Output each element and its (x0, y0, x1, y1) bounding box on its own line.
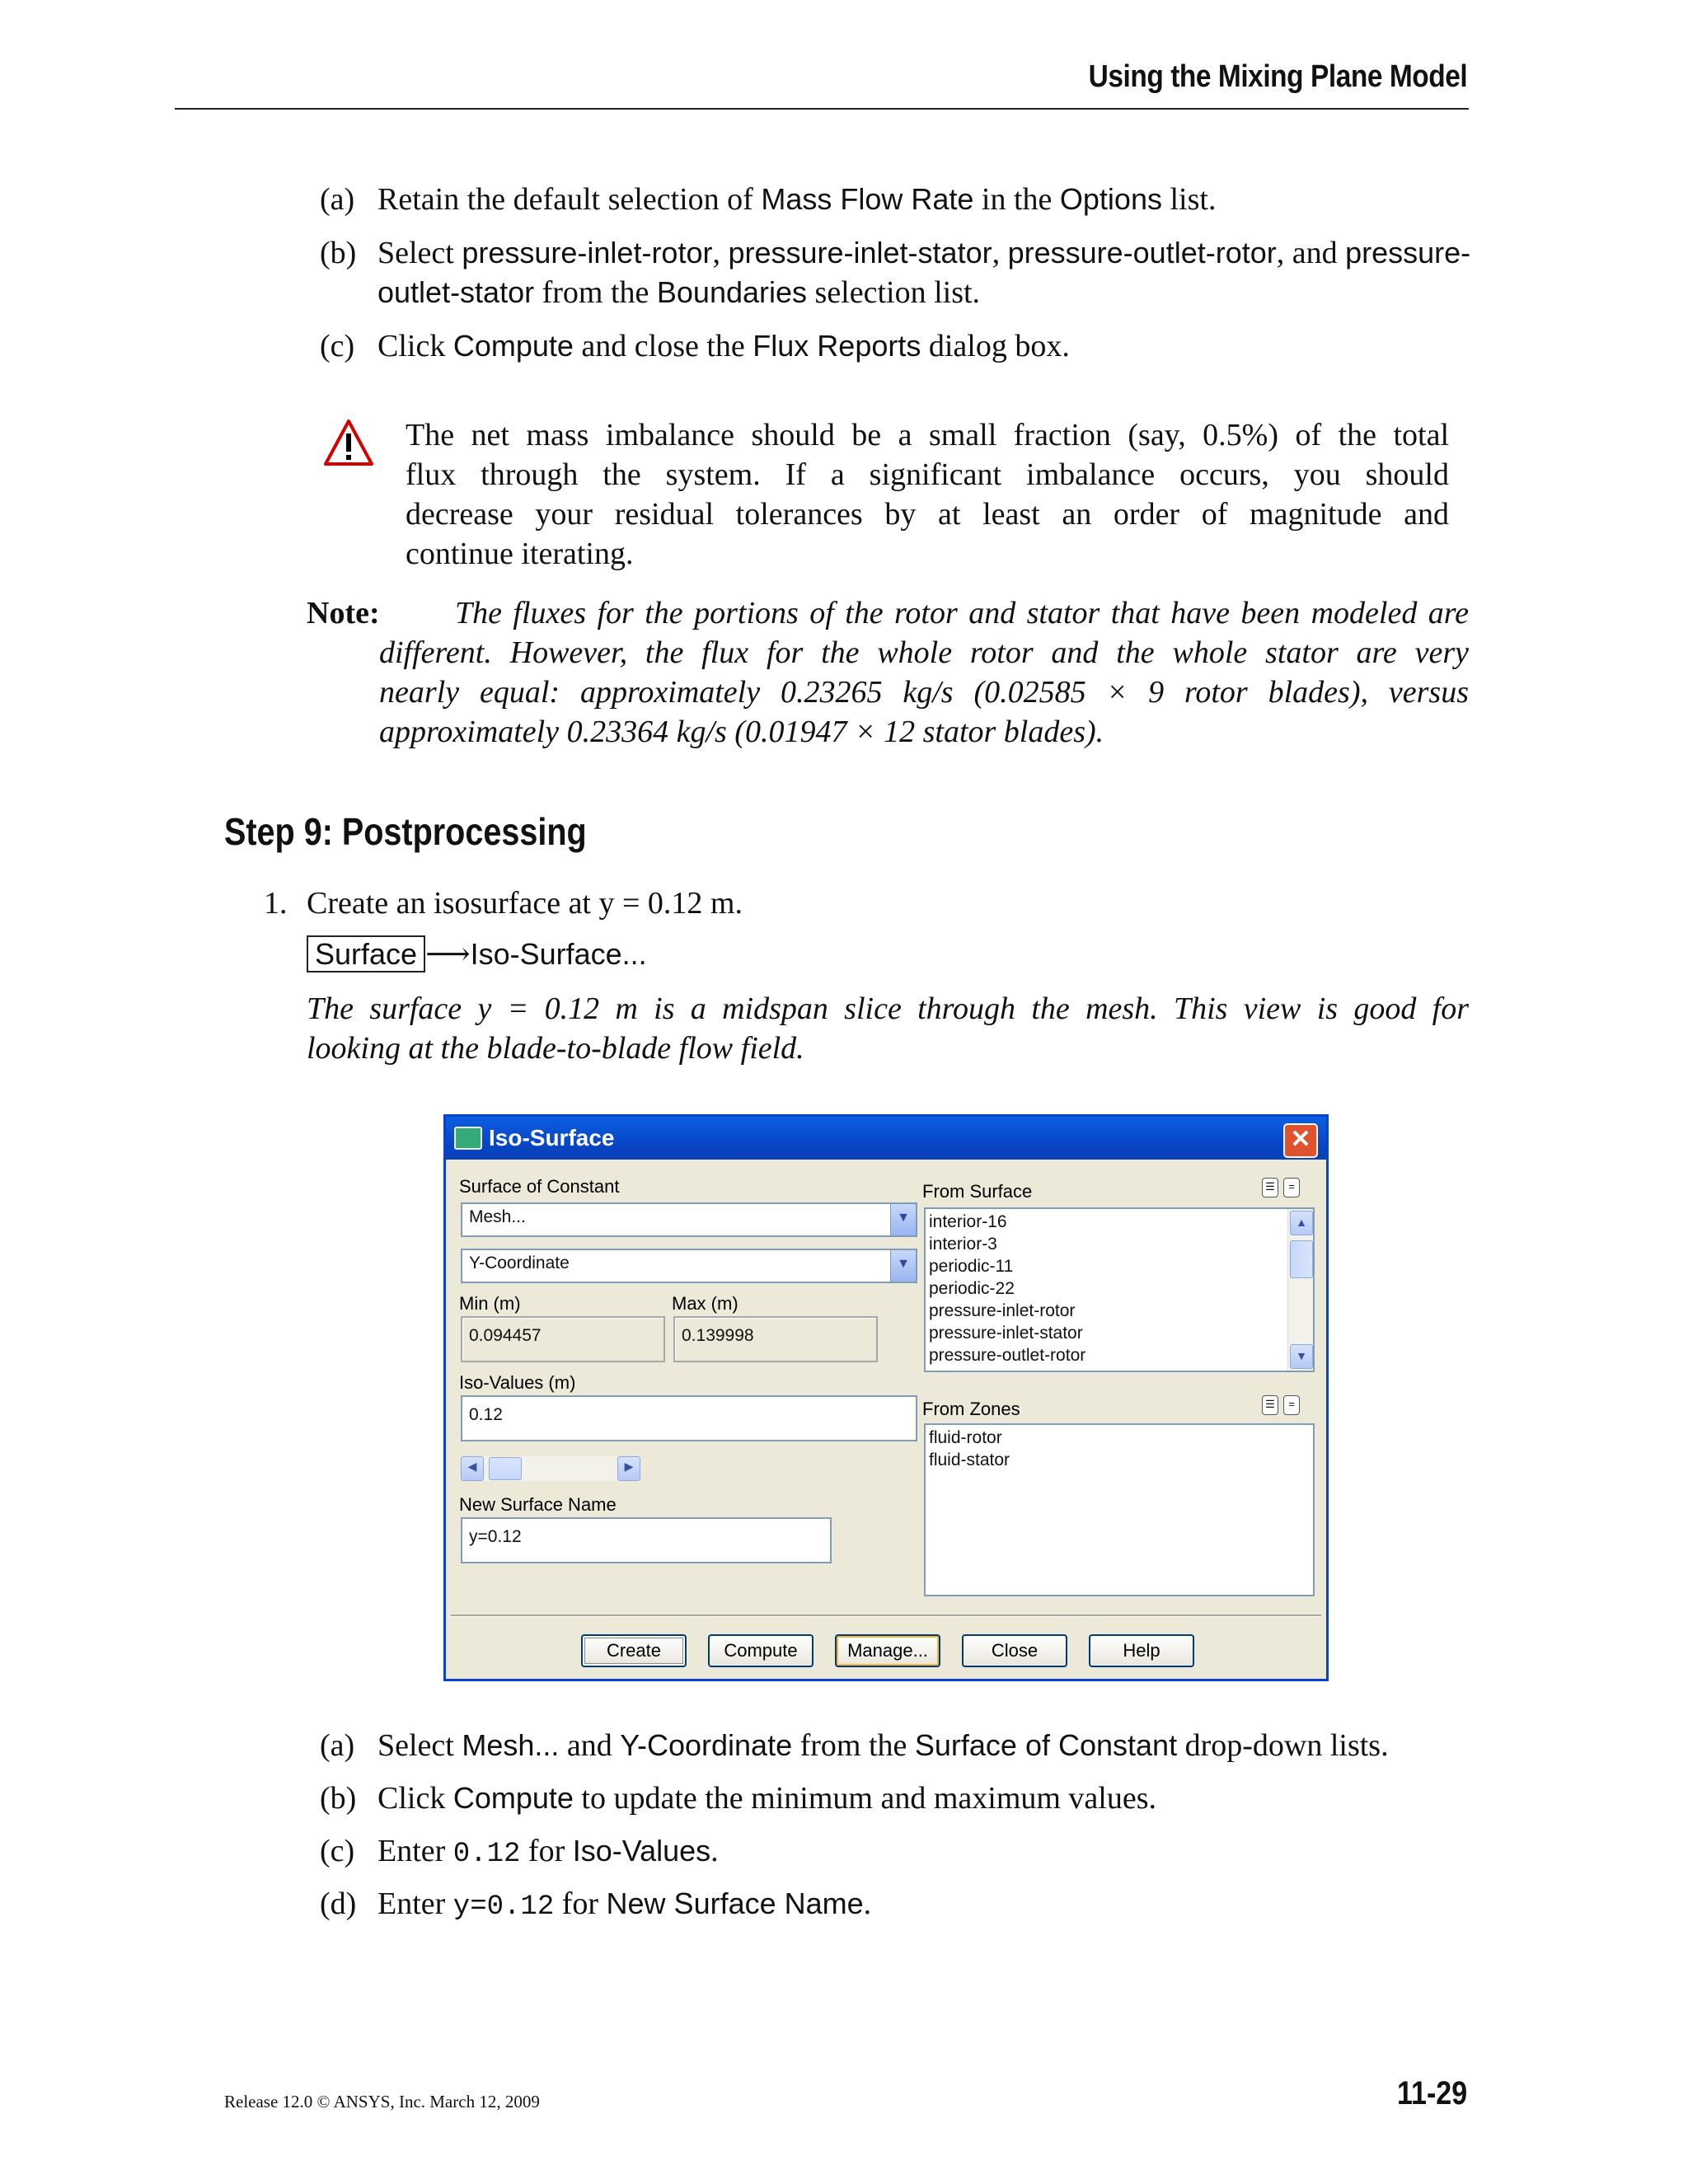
ui-term: Y-Coordinate (620, 1728, 793, 1762)
text: Click (377, 1781, 453, 1816)
list-item[interactable]: periodic-22 (929, 1279, 1015, 1298)
list-item (320, 1884, 871, 1927)
header-rule (175, 108, 1469, 110)
create-button[interactable]: Create (581, 1634, 687, 1667)
warning-triangle-icon (323, 419, 374, 466)
text: for (520, 1834, 573, 1868)
item-label: (d) (320, 1886, 357, 1921)
list-item-continuation (377, 273, 980, 312)
deselect-all-icon[interactable]: = (1283, 1178, 1300, 1197)
list-item (320, 1779, 1156, 1818)
list-item (320, 1726, 1389, 1765)
surface-of-constant-label: Surface of Constant (459, 1176, 620, 1197)
manage-button[interactable]: Manage... (835, 1634, 940, 1667)
new-surface-name-label: New Surface Name (459, 1494, 617, 1515)
deselect-all-icon[interactable]: = (1283, 1395, 1300, 1415)
ui-term: pressure-inlet-stator (728, 236, 992, 269)
menu-item: Iso-Surface... (470, 937, 647, 971)
min-label: Min (m) (459, 1293, 521, 1314)
chevron-down-icon[interactable]: ▼ (1290, 1344, 1313, 1369)
item-label: (c) (320, 1834, 355, 1868)
list-item[interactable]: pressure-inlet-rotor (929, 1301, 1076, 1320)
text: , and (1276, 236, 1346, 270)
note-line: nearly equal: approximately 0.23265 kg/s (0.02585 × 9 rotor blades), versus (379, 675, 1469, 710)
coordinate-dropdown[interactable] (461, 1249, 917, 1283)
close-icon[interactable]: ✕ (1283, 1123, 1318, 1158)
chevron-down-icon[interactable]: ▼ (890, 1250, 916, 1282)
note-text-cont (379, 633, 1469, 752)
ui-term: New Surface Name (606, 1886, 864, 1920)
text: drop-down lists. (1177, 1728, 1389, 1763)
note-label: Note: (307, 596, 380, 630)
item-label: (a) (320, 1728, 355, 1763)
max-label: Max (m) (672, 1293, 738, 1314)
select-all-icon[interactable]: ☰ (1262, 1178, 1278, 1197)
list-item[interactable]: pressure-inlet-stator (929, 1324, 1083, 1343)
iso-surface-dialog (443, 1114, 1329, 1681)
desc-line: The surface y = 0.12 m is a midspan slice through the mesh. This view is good for (307, 991, 1469, 1026)
ui-term: outlet-stator (377, 275, 535, 309)
new-surface-name-input[interactable]: y=0.12 (461, 1517, 832, 1563)
step-number: 1. (264, 886, 288, 921)
note-line: approximately 0.23364 kg/s (0.01947 × 12 stator blades). (379, 715, 1104, 749)
chevron-left-icon[interactable]: ◀ (461, 1456, 484, 1481)
list-item (320, 180, 1216, 219)
list-item (320, 326, 1070, 366)
step-item (264, 883, 743, 923)
note-text (455, 593, 1469, 633)
text: from the (792, 1728, 915, 1763)
menu-path (307, 935, 647, 974)
ui-term: Mesh... (462, 1728, 560, 1762)
item-label: (b) (320, 236, 357, 270)
chevron-right-icon[interactable]: ▶ (617, 1456, 640, 1481)
compute-button[interactable]: Compute (708, 1634, 814, 1667)
text: to update the minimum and maximum values. (573, 1781, 1157, 1816)
surface-type-dropdown[interactable] (461, 1202, 917, 1237)
step-description (307, 989, 1469, 1068)
page-number: 11-29 (1396, 2075, 1467, 2111)
item-label: (a) (320, 182, 355, 217)
step-text: Create an isosurface at y = 0.12 m. (307, 886, 743, 921)
ui-term: Mass Flow Rate (761, 182, 974, 216)
iso-values-label: Iso-Values (m) (459, 1372, 576, 1393)
text: . (863, 1886, 872, 1921)
warning-line: The net mass imbalance should be a small fraction (say, 0.5%) of the total (406, 418, 1449, 452)
ui-term: pressure- (1345, 236, 1471, 269)
ui-term: Options (1059, 182, 1162, 216)
text: from the (534, 275, 657, 310)
ui-term: pressure-inlet-rotor (462, 236, 713, 269)
vertical-scrollbar[interactable] (1287, 1209, 1313, 1371)
text: Enter (377, 1834, 453, 1868)
menu-arrow: ⟶ (425, 937, 471, 972)
warning-line: flux through the system. If a significant imbalance occurs, you should (406, 457, 1449, 492)
text: , (992, 236, 1008, 270)
dialog-titlebar (446, 1117, 1326, 1160)
ui-term: Surface of Constant (914, 1728, 1178, 1762)
list-item[interactable]: fluid-rotor (929, 1428, 1002, 1447)
ui-term: pressure-outlet-rotor (1007, 236, 1277, 269)
text: Select (377, 1728, 462, 1763)
iso-values-input[interactable]: 0.12 (461, 1395, 917, 1441)
chevron-down-icon[interactable]: ▼ (890, 1204, 916, 1235)
slider-thumb[interactable] (489, 1457, 522, 1480)
from-surface-label: From Surface (922, 1181, 1033, 1202)
dialog-separator (451, 1615, 1321, 1617)
text: list. (1161, 182, 1217, 217)
note-line: different. However, the flux for the whole rotor and the whole stator are very (379, 635, 1469, 670)
item-label: (b) (320, 1781, 357, 1816)
menu-root-box: Surface (307, 935, 425, 972)
list-item (320, 233, 1470, 273)
ui-term: Flux Reports (753, 329, 921, 363)
text: , (712, 236, 729, 270)
item-label: (c) (320, 329, 355, 363)
dialog-title: Iso-Surface (489, 1125, 615, 1151)
text: selection list. (807, 275, 981, 310)
iso-value-slider[interactable] (461, 1456, 640, 1481)
warning-text (406, 415, 1449, 574)
list-item[interactable]: interior-3 (929, 1235, 997, 1254)
max-value-field: 0.139998 (673, 1316, 878, 1362)
chevron-up-icon[interactable]: ▲ (1290, 1211, 1313, 1235)
scrollbar-thumb[interactable] (1290, 1240, 1313, 1278)
footer-release: Release 12.0 © ANSYS, Inc. March 12, 2009 (224, 2092, 540, 2111)
from-surface-list[interactable] (924, 1207, 1315, 1372)
code-term: y=0.12 (452, 1891, 555, 1923)
list-item (320, 1831, 719, 1874)
text: and (559, 1728, 621, 1763)
text: for (554, 1886, 607, 1921)
dropdown-value: Y-Coordinate (469, 1254, 570, 1272)
ui-term: Compute (452, 329, 574, 363)
ui-term: Boundaries (656, 275, 808, 309)
text: Enter (377, 1886, 453, 1921)
text: Select (377, 236, 462, 270)
list-item[interactable]: pressure-outlet-rotor (929, 1346, 1086, 1365)
dropdown-value: Mesh... (469, 1207, 526, 1226)
min-value-field: 0.094457 (461, 1316, 665, 1362)
list-item[interactable]: interior-16 (929, 1212, 1007, 1231)
ui-term: Compute (452, 1781, 574, 1815)
close-button[interactable]: Close (962, 1634, 1067, 1667)
text: and close the (573, 329, 753, 363)
list-item[interactable]: periodic-11 (929, 1257, 1014, 1276)
text: Retain the default selection of (377, 182, 762, 217)
warning-line: continue iterating. (406, 537, 634, 571)
text: in the (973, 182, 1060, 217)
warning-line: decrease your residual tolerances by at least an order of magnitude and (406, 497, 1449, 532)
select-all-icon[interactable]: ☰ (1262, 1395, 1278, 1415)
code-term: 0.12 (452, 1839, 521, 1870)
page-header-title: Using the Mixing Plane Model (1088, 59, 1467, 94)
desc-line: looking at the blade-to-blade flow field. (307, 1031, 804, 1066)
text: dialog box. (921, 329, 1070, 363)
section-heading: Step 9: Postprocessing (224, 810, 587, 853)
from-zones-list[interactable] (924, 1423, 1315, 1596)
ui-term: Iso-Values (572, 1834, 711, 1868)
text: . (710, 1834, 719, 1868)
note-line: The fluxes for the portions of the rotor and stator that have been modeled are (455, 596, 1469, 630)
list-item[interactable]: fluid-stator (929, 1451, 1010, 1469)
help-button[interactable]: Help (1089, 1634, 1194, 1667)
from-zones-label: From Zones (922, 1399, 1020, 1419)
text: Click (377, 329, 453, 363)
app-icon (454, 1127, 482, 1150)
